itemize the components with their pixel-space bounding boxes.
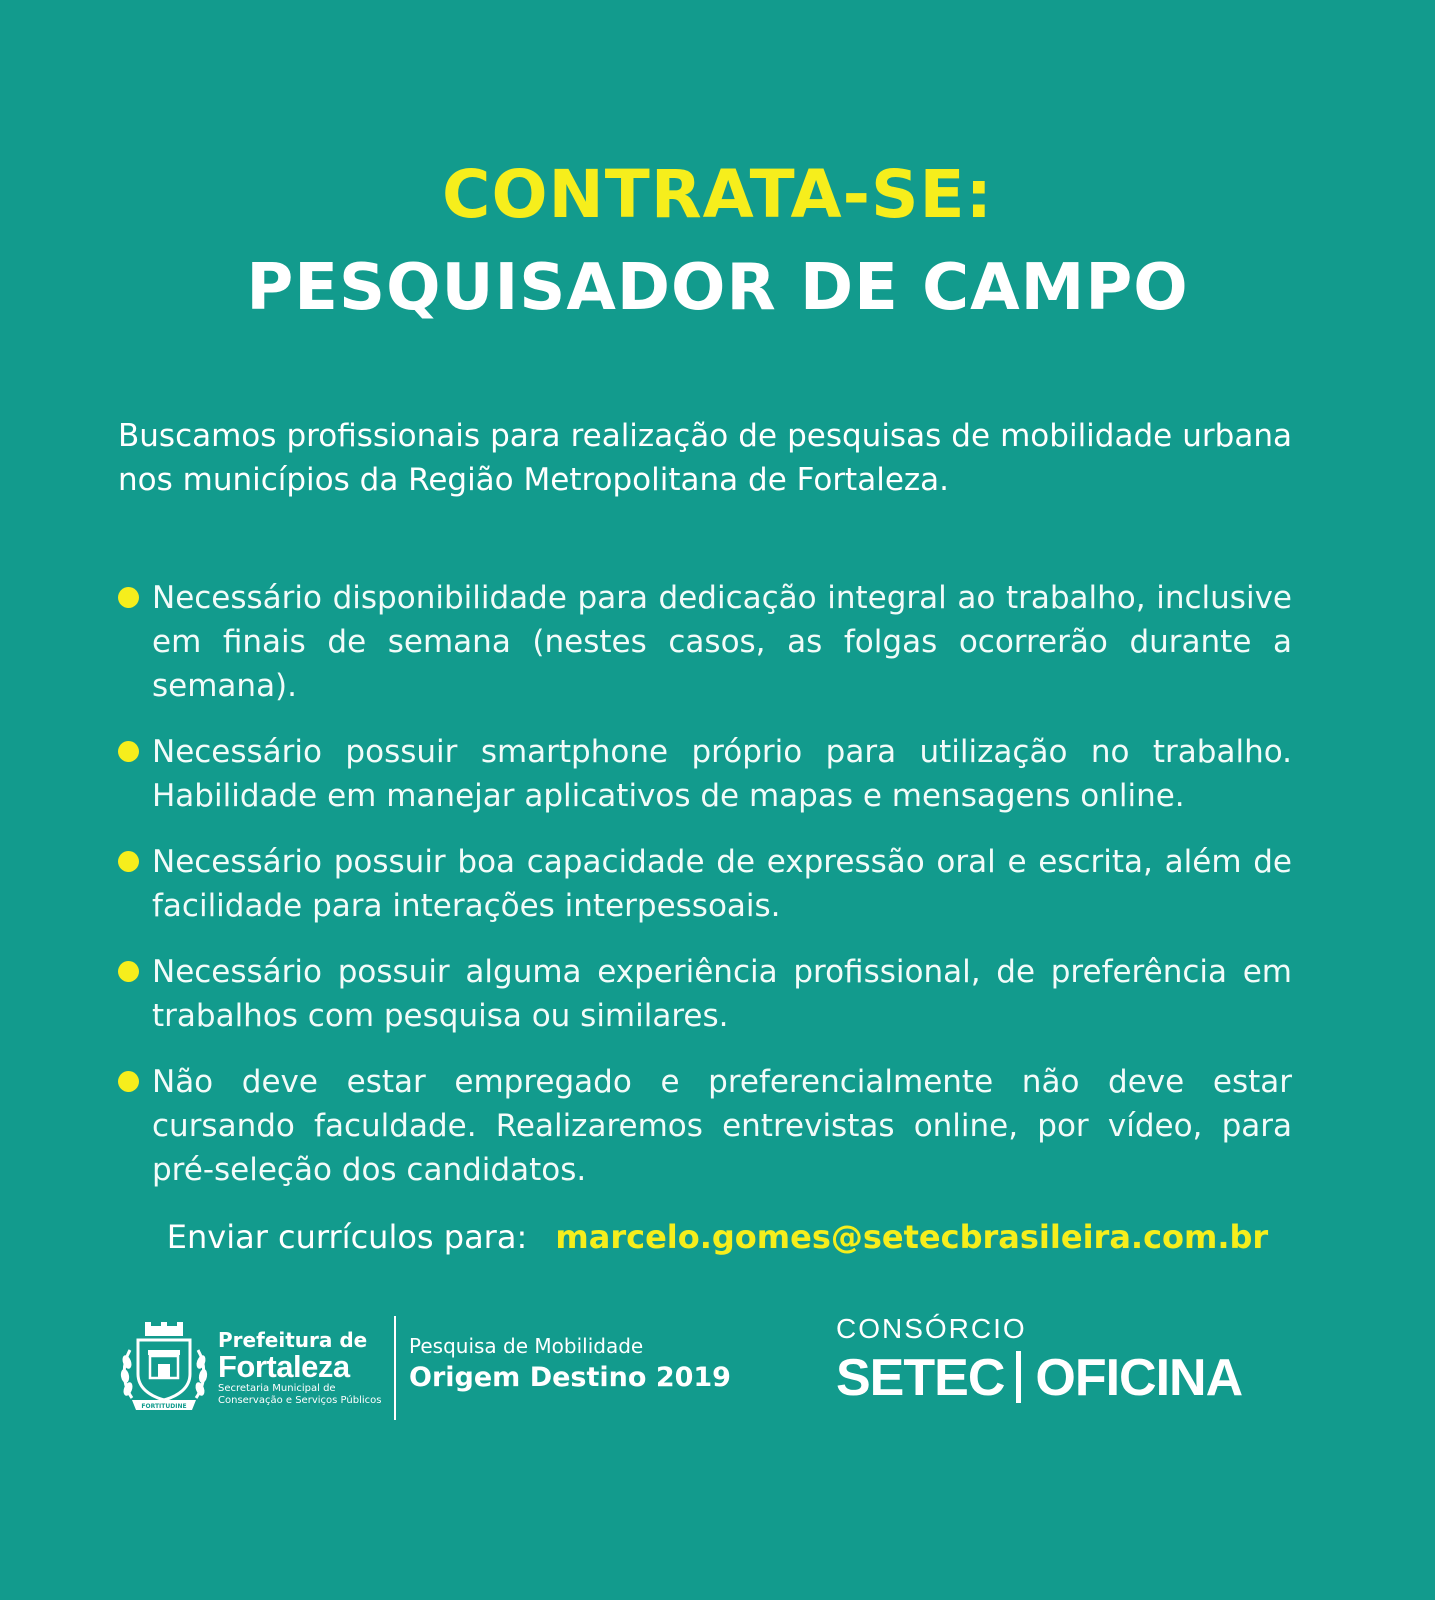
secretaria-line1: Secretaria Municipal de [218, 1383, 336, 1394]
requirement-item [118, 730, 1292, 818]
contact-label: Enviar currículos para: [166, 1218, 528, 1256]
requirement-item [118, 840, 1292, 928]
headline-position: PESQUISADOR DE CAMPO [246, 251, 1189, 325]
fortaleza-crest-icon [118, 1322, 210, 1412]
requirement-text: Não deve estar empregado e preferencialmente não deve estar cursando faculdade. Realizaremos entrevistas online, por vídeo, para pré-seleção dos candidatos. [152, 1064, 1292, 1188]
secretaria-line2: Conservação e Serviços Públicos [218, 1395, 382, 1406]
consortium-separator [1016, 1351, 1021, 1403]
headline-hiring: CONTRATA-SE: [442, 156, 993, 233]
consortium-name [836, 1350, 1242, 1406]
requirement-item [118, 576, 1292, 708]
prefeitura-line1: Prefeitura de [218, 1328, 368, 1352]
contact-line [0, 1215, 1435, 1259]
survey-line1: Pesquisa de Mobilidade [409, 1334, 644, 1358]
requirement-item [118, 1060, 1292, 1192]
footer-divider [394, 1316, 396, 1420]
bullet-dot-icon [118, 961, 139, 982]
bullet-dot-icon [118, 587, 139, 608]
bullet-dot-icon [118, 741, 139, 762]
bullet-dot-icon [118, 851, 139, 872]
contact-email-link[interactable]: marcelo.gomes@setecbrasileira.com.br [555, 1218, 1269, 1256]
requirement-text: Necessário possuir smartphone próprio para utilização no trabalho. Habilidade em manejar aplicativos de mapas e mensagens online. [152, 734, 1292, 814]
survey-line2: Origem Destino 2019 [409, 1362, 731, 1393]
prefeitura-line2: Fortaleza [218, 1349, 350, 1384]
bullet-dot-icon [118, 1071, 139, 1092]
requirement-item [118, 950, 1292, 1038]
survey-logo [409, 1333, 731, 1395]
requirement-text: Necessário possuir alguma experiência profissional, de preferência em trabalhos com pesquisa ou similares. [152, 954, 1292, 1034]
consortium-part1: SETEC [836, 1349, 1005, 1407]
requirement-text: Necessário possuir boa capacidade de expressão oral e escrita, além de facilidade para interações interpessoais. [152, 844, 1292, 924]
consortium-label: CONSÓRCIO [836, 1313, 1027, 1344]
intro-paragraph: Buscamos profissionais para realização de pesquisas de mobilidade urbana nos municípios da Região Metropolitana de Fortaleza. [118, 418, 1292, 498]
requirement-text: Necessário disponibilidade para dedicação integral ao trabalho, inclusive em finais de semana (nestes casos, as folgas ocorrerão durante a semana). [152, 580, 1292, 704]
consortium-part2: OFICINA [1035, 1349, 1243, 1407]
prefeitura-logo [218, 1329, 384, 1407]
consortium-logo [836, 1312, 1242, 1406]
crest-motto: FORTITUDINE [141, 1403, 187, 1410]
requirements-list [118, 576, 1292, 1214]
